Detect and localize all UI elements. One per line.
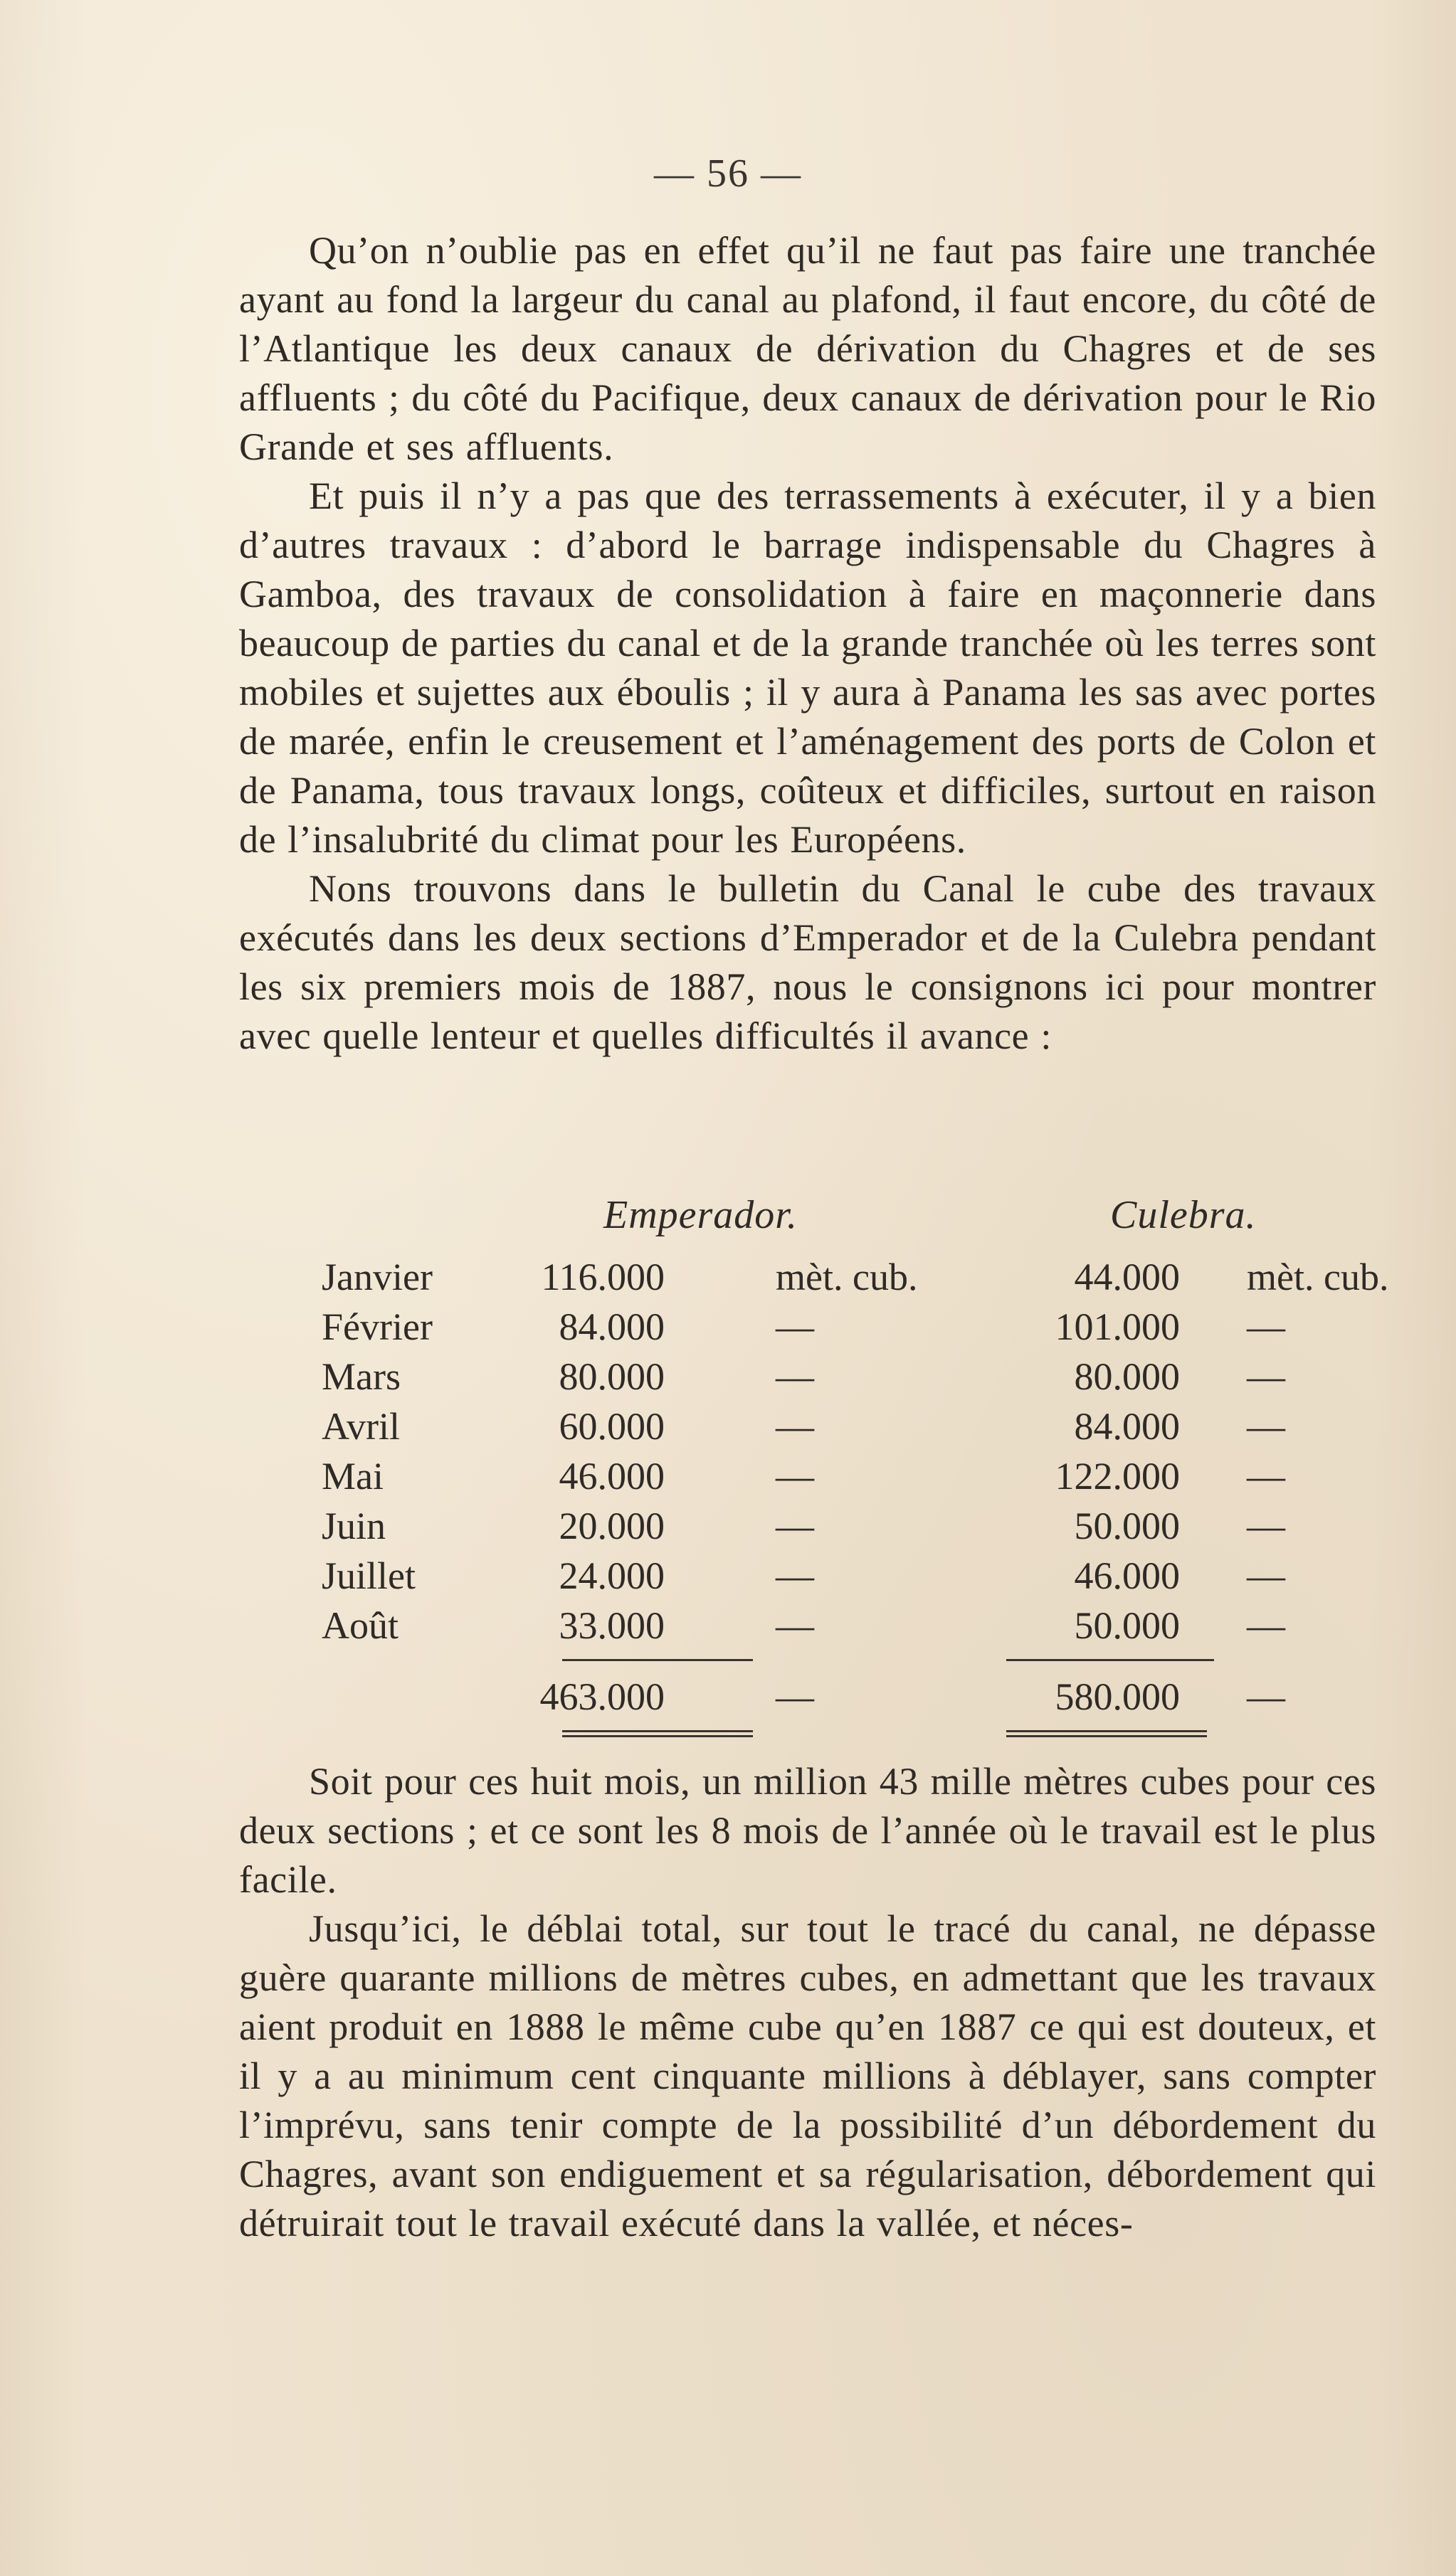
culebra-value: 50.000 (1074, 1604, 1180, 1647)
text-block-top (239, 226, 1376, 1061)
column-header-emperador: Emperador. (603, 1193, 798, 1237)
table-row (0, 1404, 1456, 1454)
table-row (0, 1554, 1456, 1604)
emperador-unit: — (776, 1405, 814, 1448)
emperador-unit: mèt. cub. (776, 1256, 918, 1298)
culebra-total-unit: — (1247, 1675, 1285, 1718)
culebra-unit: — (1247, 1305, 1285, 1348)
text-block-bottom (239, 1757, 1376, 2248)
double-rule-emperador (562, 1730, 753, 1732)
emperador-unit: — (776, 1455, 814, 1498)
emperador-value: 20.000 (559, 1505, 665, 1547)
month-cell: Avril (322, 1405, 400, 1448)
sum-rule-emperador (562, 1659, 753, 1661)
table-row (0, 1355, 1456, 1404)
column-header-culebra: Culebra. (1110, 1193, 1257, 1237)
culebra-unit: — (1247, 1604, 1285, 1647)
emperador-value: 24.000 (559, 1554, 665, 1597)
emperador-value: 60.000 (559, 1405, 665, 1448)
table-row (0, 1454, 1456, 1504)
culebra-value: 84.000 (1074, 1405, 1180, 1448)
culebra-value: 101.000 (1055, 1305, 1180, 1348)
culebra-unit: — (1247, 1405, 1285, 1448)
culebra-value: 80.000 (1074, 1355, 1180, 1398)
culebra-unit: mèt. cub. (1247, 1256, 1389, 1298)
table-row (0, 1604, 1456, 1653)
totals-row (0, 1675, 1456, 1724)
double-rule-culebra (1006, 1730, 1207, 1732)
emperador-unit: — (776, 1355, 814, 1398)
culebra-unit: — (1247, 1505, 1285, 1547)
emperador-value: 46.000 (559, 1455, 665, 1498)
paragraph: Qu’on n’oublie pas en effet qu’il ne faut pas faire une tranchée ayant au fond la largeur du canal au plafond, il faut encore, du côté de l’Atlantique les deux canaux de dérivation du Chagres et de ses affluents ; du côté du Pacifique, deux canaux de dérivation pour le Rio Grande et ses affluents. (239, 229, 1376, 468)
paragraph: Jusqu’ici, le déblai total, sur tout le tracé du canal, ne dépasse guère quarante millions de mètres cubes, en admettant que les travaux aient produit en 1888 le même cube qu’en 1887 ce qui est douteux, et il y a au minimum cent cinquante millions à déblayer, sans compter l’imprévu, sans tenir compte de la possibilité d’un débordement du Chagres, avant son endiguement et sa régularisation, débordement qui détruirait tout le travail exécuté dans la vallée, et néces- (239, 1907, 1376, 2244)
emperador-unit: — (776, 1604, 814, 1647)
emperador-value: 116.000 (541, 1256, 665, 1298)
emperador-unit: — (776, 1305, 814, 1348)
emperador-value: 80.000 (559, 1355, 665, 1398)
paragraph: Nons trouvons dans le bulletin du Canal le cube des travaux exécutés dans les deux sections d’Emperador et de la Culebra pendant les six premiers mois de 1887, nous le consignons ici pour montrer avec quelle lenteur et quelles difficultés il avance : (239, 867, 1376, 1057)
double-rule-emperador (562, 1735, 753, 1737)
month-cell: Février (322, 1305, 433, 1348)
table-row (0, 1255, 1456, 1305)
month-cell: Août (322, 1604, 399, 1647)
page-number: — 56 — (654, 152, 802, 196)
emperador-total-unit: — (776, 1675, 814, 1718)
emperador-value: 33.000 (559, 1604, 665, 1647)
emperador-value: 84.000 (559, 1305, 665, 1348)
month-cell: Juin (322, 1505, 386, 1547)
emperador-unit: — (776, 1554, 814, 1597)
double-rule-culebra (1006, 1735, 1207, 1737)
paragraph: Et puis il n’y a pas que des terrassements à exécuter, il y a bien d’autres travaux : d’abord le barrage indispensable du Chagres à Gamboa, des travaux de consolidation à faire en maçonnerie dans beaucoup de parties du canal et de la grande tranchée où les terres sont mobiles et sujettes aux éboulis ; il y aura à Panama les sas avec portes de marée, enfin le creusement et l’aménagement des ports de Colon et de Panama, tous travaux longs, coûteux et difficiles, surtout en raison de l’insalubrité du climat pour les Européens. (239, 475, 1376, 861)
culebra-total: 580.000 (1055, 1675, 1180, 1718)
table-row (0, 1305, 1456, 1355)
paragraph: Soit pour ces huit mois, un million 43 mille mètres cubes pour ces deux sections ; et ce sont les 8 mois de l’année où le travail est le plus facile. (239, 1760, 1376, 1901)
month-cell: Mars (322, 1355, 401, 1398)
culebra-value: 50.000 (1074, 1505, 1180, 1547)
culebra-unit: — (1247, 1355, 1285, 1398)
emperador-total: 463.000 (539, 1675, 665, 1718)
culebra-value: 46.000 (1074, 1554, 1180, 1597)
emperador-unit: — (776, 1505, 814, 1547)
culebra-value: 44.000 (1074, 1256, 1180, 1298)
sum-rule-culebra (1006, 1659, 1214, 1661)
culebra-unit: — (1247, 1554, 1285, 1597)
culebra-unit: — (1247, 1455, 1285, 1498)
table-row (0, 1504, 1456, 1554)
month-cell: Mai (322, 1455, 384, 1498)
culebra-value: 122.000 (1055, 1455, 1180, 1498)
month-cell: Janvier (322, 1256, 433, 1298)
month-cell: Juillet (322, 1554, 416, 1597)
